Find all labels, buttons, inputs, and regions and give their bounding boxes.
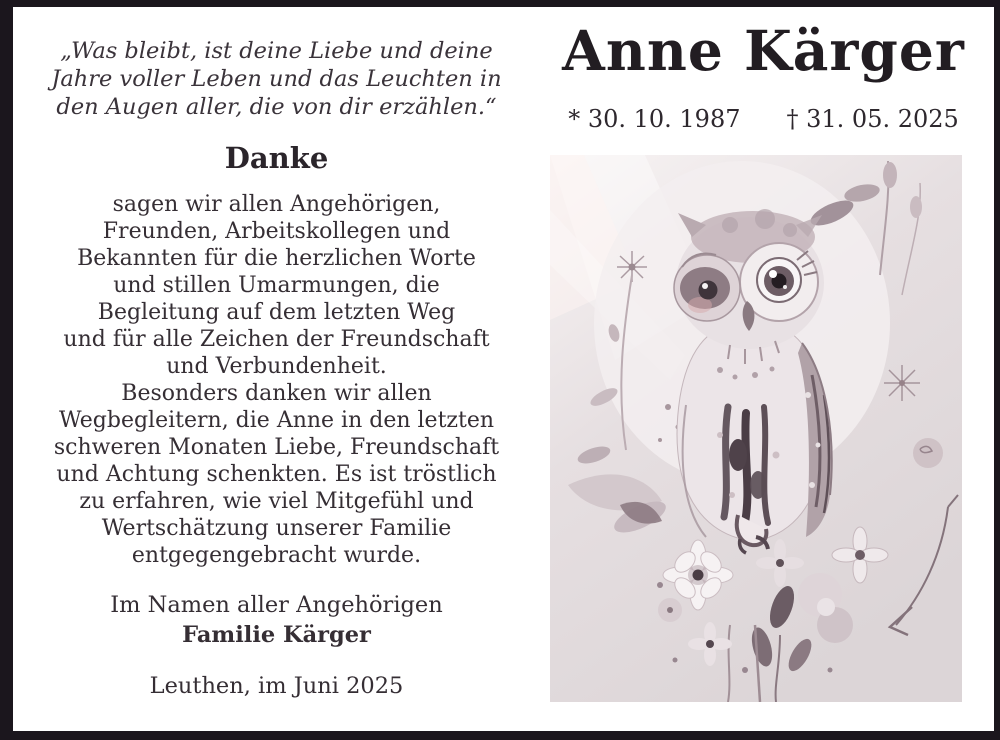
body-line: Wegbegleitern, die Anne in den letzten	[58, 408, 495, 433]
owl	[674, 209, 832, 553]
body-line: und stillen Umarmungen, die	[113, 273, 440, 298]
death-date: † 31. 05. 2025	[786, 105, 959, 133]
body-line: und für alle Zeichen der Freundschaft	[63, 327, 490, 352]
body-line: Wertschätzung unserer Familie	[101, 516, 452, 541]
body-line: sagen wir allen Angehörigen,	[112, 192, 441, 217]
quote-line: den Augen aller, die von dir erzählen.“	[56, 94, 497, 120]
body-line: schweren Monaten Liebe, Freundschaft	[53, 435, 500, 460]
place-date: Leuthen, im Juni 2025	[149, 673, 404, 699]
body-line: zu erfahren, wie viel Mitgefühl und	[79, 489, 474, 514]
danke-heading: Danke	[224, 141, 329, 175]
body-line: Bekannten für die herzlichen Worte	[77, 246, 476, 271]
closing-block	[13, 590, 540, 650]
quote-line: „Was bleibt, ist deine Liebe und deine	[60, 38, 493, 64]
body-line: Begleitung auf dem letzten Weg	[97, 300, 456, 325]
memorial-quote	[13, 37, 540, 121]
family-signature: Familie Kärger	[182, 622, 371, 648]
body-line: Freunden, Arbeitskollegen und	[102, 219, 451, 244]
body-line: Besonders danken wir allen	[121, 381, 432, 406]
owl-watercolor-illustration	[550, 155, 962, 702]
body-line: und Verbundenheit.	[166, 354, 387, 379]
body-line: entgegengebracht wurde.	[131, 543, 422, 568]
thanks-text	[13, 191, 540, 569]
life-dates	[545, 105, 982, 133]
birth-date: * 30. 10. 1987	[568, 105, 741, 133]
deceased-name: Anne Kärger	[562, 18, 965, 83]
quote-line: Jahre voller Leben und das Leuchten in	[51, 66, 502, 92]
closing-line: Im Namen aller Angehörigen	[110, 592, 443, 618]
body-line: und Achtung schenkten. Es ist tröstlich	[56, 462, 497, 487]
